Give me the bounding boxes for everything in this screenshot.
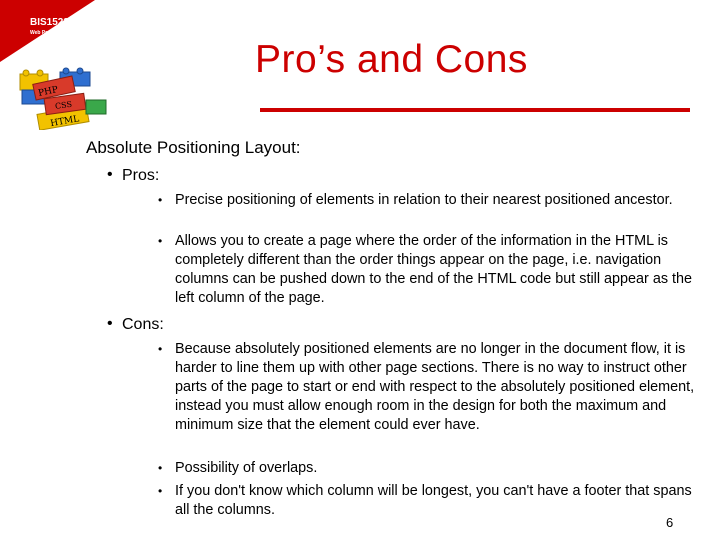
section-heading: Absolute Positioning Layout: [86,138,301,157]
pros-item-text: Allows you to create a page where the order of the information in the HTML is completely different than the order things appear on the page, i.e. navigation columns can be pushed down to the end of the HTML code but still appear as the left column of the page. [175,233,693,306]
svg-text:HTML: HTML [49,114,81,130]
cons-item [158,459,705,478]
cons-item [158,482,705,520]
svg-text:CSS: CSS [54,99,73,111]
pros-item-text: Precise positioning of elements in relation to their nearest positioned ancestor. [175,192,673,208]
slide-title: Pro’s and Cons [255,38,528,81]
bullet: • [107,166,113,183]
page-number: 6 [666,515,674,530]
pros-label: Pros: [122,167,160,184]
svg-text:PHP: PHP [37,85,59,99]
logo-title: BIS1523 [30,17,69,28]
cons-item [158,340,705,435]
course-logo [0,0,110,130]
cons-item-text: Because absolutely positioned elements are no longer in the document flow, it is harder to line them up with other page sections. There is no way to instruct other parts of the page to start or end with respect to the absolutely positioned element, instead you must allow enough room in the design for both the maximum and minimum size that the element could ever have. [175,341,695,433]
pros-item [158,232,705,308]
pros-heading [107,166,160,185]
bullet: • [158,234,163,248]
bullet: • [107,315,113,332]
pros-item [158,191,705,210]
bullet: • [158,484,163,498]
bullet: • [158,193,163,207]
lego-blocks-icon [0,0,110,130]
cons-heading [107,315,164,334]
bullet: • [158,342,163,356]
cons-item-text: If you don't know which column will be longest, you can't have a footer that spans all the columns. [175,483,692,518]
cons-label: Cons: [122,316,164,333]
bullet: • [158,461,163,475]
logo-subtitle: Web Programming 1 [30,30,79,36]
title-underline [260,108,690,112]
cons-item-text: Possibility of overlaps. [175,460,318,476]
